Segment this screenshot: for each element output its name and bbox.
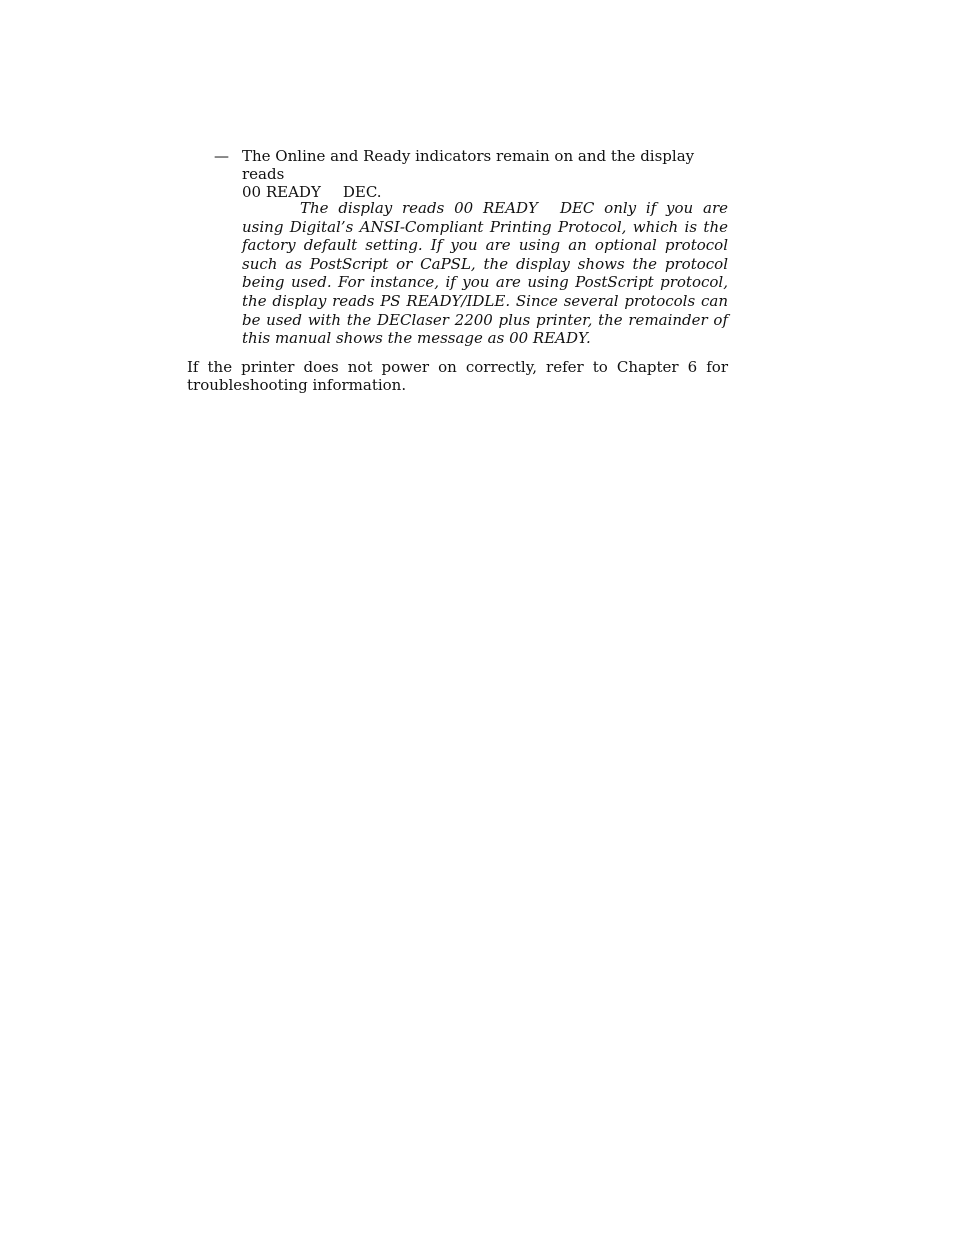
bullet-dash: — — [214, 147, 229, 165]
note-text-start: The display reads 00 READY — [300, 199, 538, 217]
note-paragraph — [242, 199, 728, 348]
display-message-protocol: DEC. — [342, 183, 382, 201]
bullet-line-1: The Online and Ready indicators remain on and the display reads — [242, 147, 695, 183]
bullet-item-text — [242, 147, 728, 201]
display-message-code: 00 READY — [242, 183, 321, 201]
troubleshooting-paragraph: If the printer does not power on correctly, refer to Chapter 6 for troubleshooting information. — [187, 358, 728, 394]
note-text-rest: DEC only if you are using Digital’s ANSI-Compliant Printing Protocol, which is the factory default setting. If you are using an optional protocol such as PostScript or CaPSL, the display shows the protocol being used. For instance, if you are using PostScript protocol, the display reads PS READY/IDLE. Since several protocols can be used with the DEClaser 2200 plus printer, the remainder of this manual shows the message as 00 READY. — [242, 199, 728, 348]
